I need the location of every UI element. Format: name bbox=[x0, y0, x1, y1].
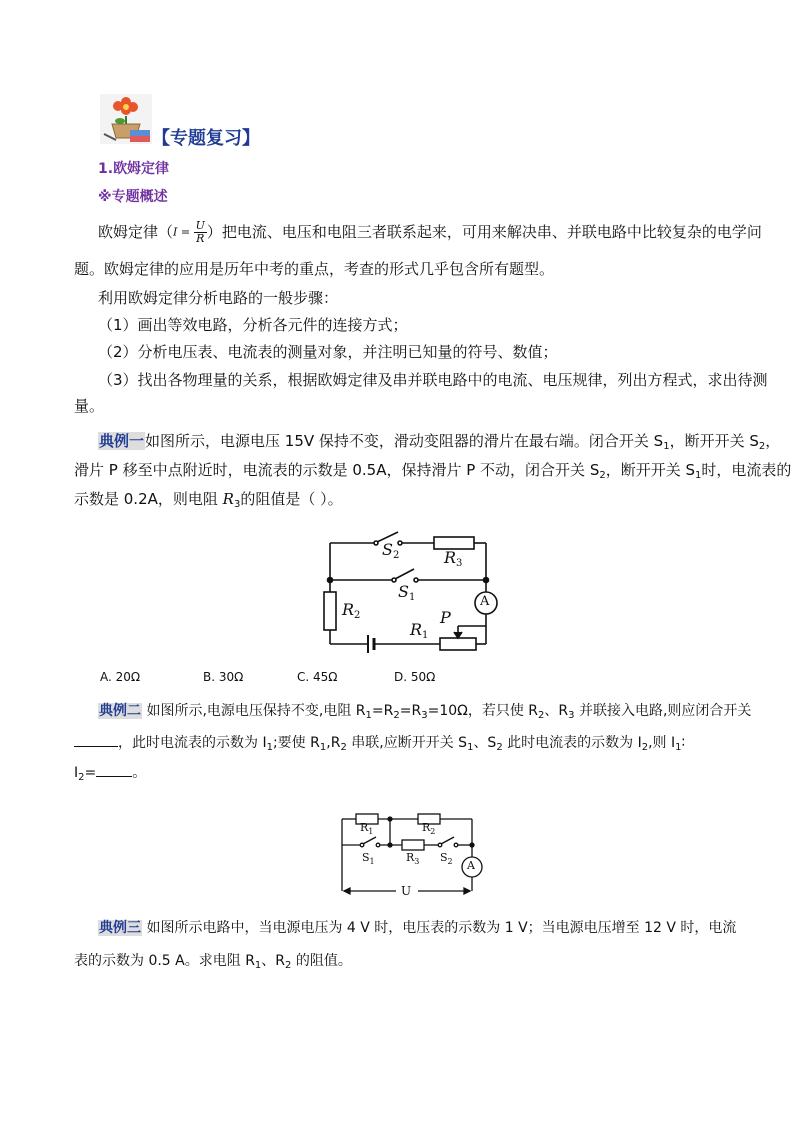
example2-label: 典例二 bbox=[99, 703, 141, 719]
example2-line-2: ，此时电流表的示数为 $I_1$;要使 $R_1,R_2$ 串联,应断开开关 $S_1$、$S_2$ 此时电流表的示数为 $I_2$,则 $I_1∶$ bbox=[74, 728, 724, 763]
example1-line-1: 典例一如图所示，电源电压 15V 保持不变，滑动变阻器的滑片在最右端。闭合开关 $S_1$，断开开关 $S_2$， bbox=[99, 432, 781, 452]
section-title: 欧姆定律 bbox=[113, 161, 170, 177]
option-b: B. 30Ω bbox=[203, 670, 244, 684]
example1-line-3: 示数是 0.2A，则电阻 $R_3$的阻值是（ ）。 bbox=[74, 490, 343, 510]
answer-blank-1[interactable] bbox=[74, 734, 118, 747]
example1-line-2: 滑片 P 移至中点附近时，电流表的示数是 0.5A，保持滑片 P 不动，闭合开关 $S_2$，断开开关 $S_1$时，电流表的 bbox=[74, 461, 792, 481]
option-d: D. 50Ω bbox=[394, 670, 436, 684]
r2-label: $R_2$ bbox=[342, 600, 361, 621]
example3-line-2: 表的示数为 0.5 A。求电阻 $R_1$、$R_2$ 的阻值。 bbox=[74, 953, 352, 971]
fig2-r3-label: $R_3$ bbox=[406, 851, 420, 866]
example3-line-1: 典例三 如图所示电路中，当电源电压为 4 V 时，电压表的示数为 1 V；当电源电压增至 12 V 时，电流 bbox=[99, 920, 737, 936]
overview-heading: ※专题概述 bbox=[98, 189, 168, 205]
step-3-cont: 量。 bbox=[74, 397, 105, 415]
r3-label: $R_3$ bbox=[444, 548, 463, 569]
ohm-formula: I = $\frac{U}{R}$ bbox=[173, 219, 205, 245]
flower-pot-icon bbox=[100, 94, 152, 144]
intro-line-1: 欧姆定律（I = $\frac{U}{R}$ ）把电流、电压和电阻三者联系起来，可用来解决串、并联电路中比较复杂的电学问 bbox=[98, 219, 762, 245]
answer-blank-2[interactable] bbox=[96, 764, 132, 777]
circuit-diagram-2 bbox=[334, 805, 494, 905]
fig2-u-label: U bbox=[401, 884, 412, 898]
fig2-ammeter-label: A bbox=[467, 859, 475, 872]
step-3: （3）找出各物理量的关系，根据欧姆定律及串并联电路中的电流、电压规律，列出方程式，求出待测 bbox=[98, 371, 768, 389]
fig2-s1-label: $S_1$ bbox=[362, 851, 375, 866]
s1-label: $S_1$ bbox=[398, 582, 416, 603]
example2-line-3: $I_2=$ 。 bbox=[74, 765, 147, 783]
option-c: C. 45Ω bbox=[297, 670, 338, 684]
ammeter-label: A bbox=[480, 594, 490, 609]
r1-label: $R_1$ bbox=[410, 620, 429, 641]
example3-label: 典例三 bbox=[99, 920, 141, 936]
step-1: （1）画出等效电路，分析各元件的连接方式； bbox=[98, 316, 408, 334]
circuit-diagram-1 bbox=[318, 528, 500, 660]
fig2-r2-label: $R_2$ bbox=[422, 821, 436, 836]
option-a: A. 20Ω bbox=[100, 670, 141, 684]
page-title: 【专题复习】 bbox=[152, 128, 260, 149]
intro-line-2: 题。欧姆定律的应用是历年中考的重点，考查的形式几乎包含所有题型。 bbox=[74, 260, 555, 278]
fig2-r1-label: $R_1$ bbox=[360, 821, 374, 836]
p-label: P bbox=[440, 608, 451, 627]
section-number: 1. bbox=[98, 161, 114, 177]
section-heading bbox=[98, 158, 169, 178]
fig2-s2-label: $S_2$ bbox=[440, 851, 453, 866]
example1-label: 典例一 bbox=[99, 432, 145, 450]
s2-label: $S_2$ bbox=[382, 540, 400, 561]
example2-line-1: 典例二 如图所示,电源电压保持不变,电阻 $R_1=R_2=R_3=10\Omega$，若只使 $R_2$、$R_3$ 并联接入电路,则应闭合开关 bbox=[99, 703, 752, 721]
step-2: （2）分析电压表、电流表的测量对象，并注明已知量的符号、数值； bbox=[98, 343, 558, 361]
steps-title: 利用欧姆定律分析电路的一般步骤： bbox=[98, 289, 339, 307]
